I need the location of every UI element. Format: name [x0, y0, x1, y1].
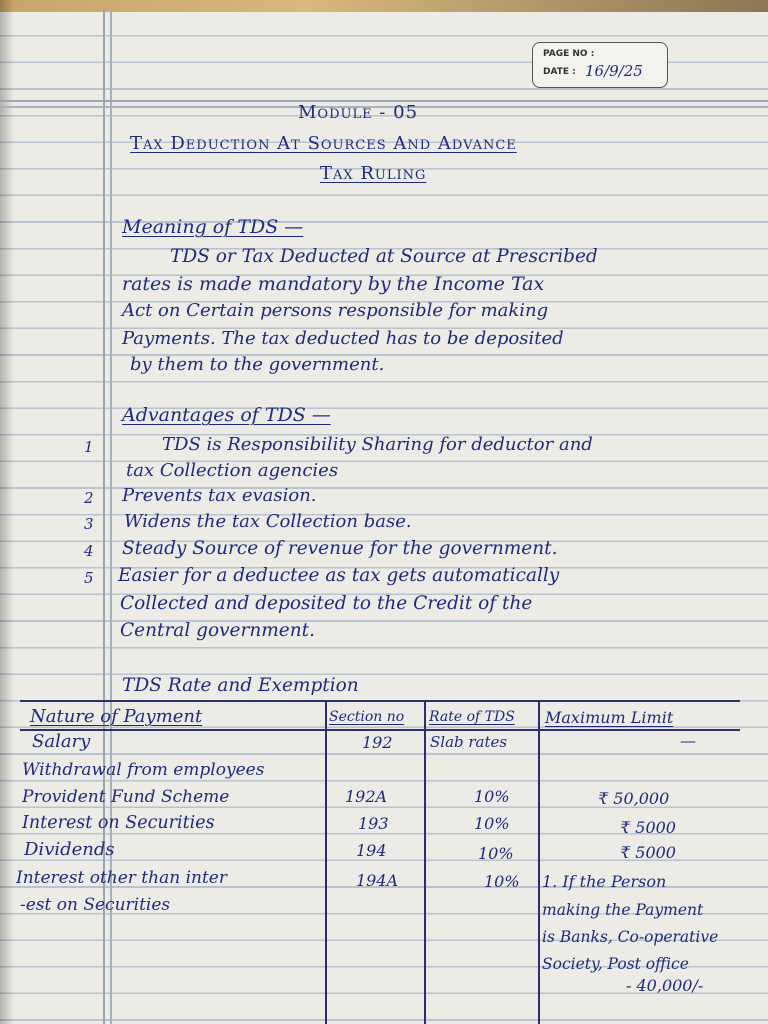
table-cell-section: 194	[356, 841, 387, 860]
table-cell-nature: Dividends	[24, 839, 115, 860]
meaning-line: Payments. The tax deducted has to be deposited	[122, 328, 564, 349]
table-cell-rate: 10%	[484, 872, 520, 891]
table-cell-nature: Interest other than inter	[16, 868, 227, 888]
page-no-label: PAGE NO :	[543, 49, 595, 59]
table-cell-nature: -est on Securities	[20, 895, 171, 915]
column-header-limit: Maximum Limit	[545, 708, 674, 727]
table-cell-limit: ₹ 5000	[620, 843, 676, 862]
table-cell-section: 193	[358, 814, 389, 833]
advantage-number: 1	[84, 438, 94, 456]
meaning-line: TDS or Tax Deducted at Source at Prescribed	[170, 246, 598, 267]
table-cell-section: 194A	[356, 871, 399, 890]
module-title: Module - 05	[298, 102, 419, 123]
advantage-text: Central government.	[120, 620, 315, 641]
table-cell-limit: Society, Post office	[542, 955, 689, 973]
table-column-divider	[538, 700, 540, 1024]
meaning-line: rates is made mandatory by the Income Tax	[122, 273, 545, 295]
advantages-heading: Advantages of TDS —	[122, 404, 331, 426]
table-cell-limit: is Banks, Co-operative	[542, 928, 719, 946]
chapter-title-line1: Tax Deduction At Sources And Advance	[130, 133, 517, 154]
column-header-section: Section no	[329, 709, 405, 725]
advantage-text: TDS is Responsibility Sharing for deductor and	[162, 434, 593, 455]
advantage-text: Steady Source of revenue for the government.	[122, 538, 558, 559]
table-cell-nature: Interest on Securities	[22, 813, 215, 833]
advantage-number: 5	[84, 569, 94, 587]
table-cell-rate: 10%	[474, 814, 510, 833]
meaning-line: Act on Certain persons responsible for making	[122, 300, 549, 321]
advantage-number: 3	[84, 515, 94, 533]
table-cell-nature: Provident Fund Scheme	[22, 787, 230, 807]
table-cell-limit: ₹ 5000	[620, 818, 676, 837]
binding-shadow	[0, 0, 14, 1024]
date-label: DATE :	[543, 67, 576, 77]
table-cell-rate: 10%	[478, 844, 514, 863]
table-cell-section: 192A	[345, 787, 388, 806]
advantage-number: 4	[84, 542, 94, 560]
table-cell-section: 192	[362, 733, 393, 752]
page-top-edge	[0, 0, 768, 12]
table-cell-rate: 10%	[474, 787, 510, 806]
table-cell-nature: Withdrawal from employees	[22, 760, 265, 780]
table-column-divider	[325, 700, 327, 1024]
table-cell-rate: Slab rates	[430, 733, 508, 751]
advantage-text: Easier for a deductee as tax gets automatically	[118, 565, 560, 586]
advantage-number: 2	[84, 489, 94, 507]
table-cell-limit: —	[680, 731, 696, 750]
column-header-rate: Rate of TDS	[429, 709, 515, 725]
advantage-text: Widens the tax Collection base.	[124, 511, 412, 532]
advantage-text: tax Collection agencies	[126, 460, 339, 481]
table-heading: TDS Rate and Exemption	[122, 675, 359, 696]
table-cell-limit: - 40,000/-	[626, 976, 704, 995]
chapter-title-line2: Tax Ruling	[320, 163, 427, 184]
table-header-rule	[20, 729, 740, 731]
meaning-line: by them to the government.	[130, 354, 385, 375]
table-cell-nature: Salary	[32, 731, 91, 752]
advantage-text: Collected and deposited to the Credit of the	[120, 593, 533, 614]
table-top-rule	[20, 700, 740, 702]
meaning-heading: Meaning of TDS —	[122, 216, 304, 238]
table-cell-limit: making the Payment	[542, 901, 704, 919]
table-cell-limit: ₹ 50,000	[598, 789, 670, 808]
page-date-box	[532, 42, 668, 88]
table-column-divider	[424, 700, 426, 1024]
date-value: 16/9/25	[585, 62, 643, 80]
table-cell-limit: 1. If the Person	[542, 872, 667, 891]
advantage-text: Prevents tax evasion.	[122, 485, 317, 506]
column-header-nature: Nature of Payment	[30, 706, 203, 727]
